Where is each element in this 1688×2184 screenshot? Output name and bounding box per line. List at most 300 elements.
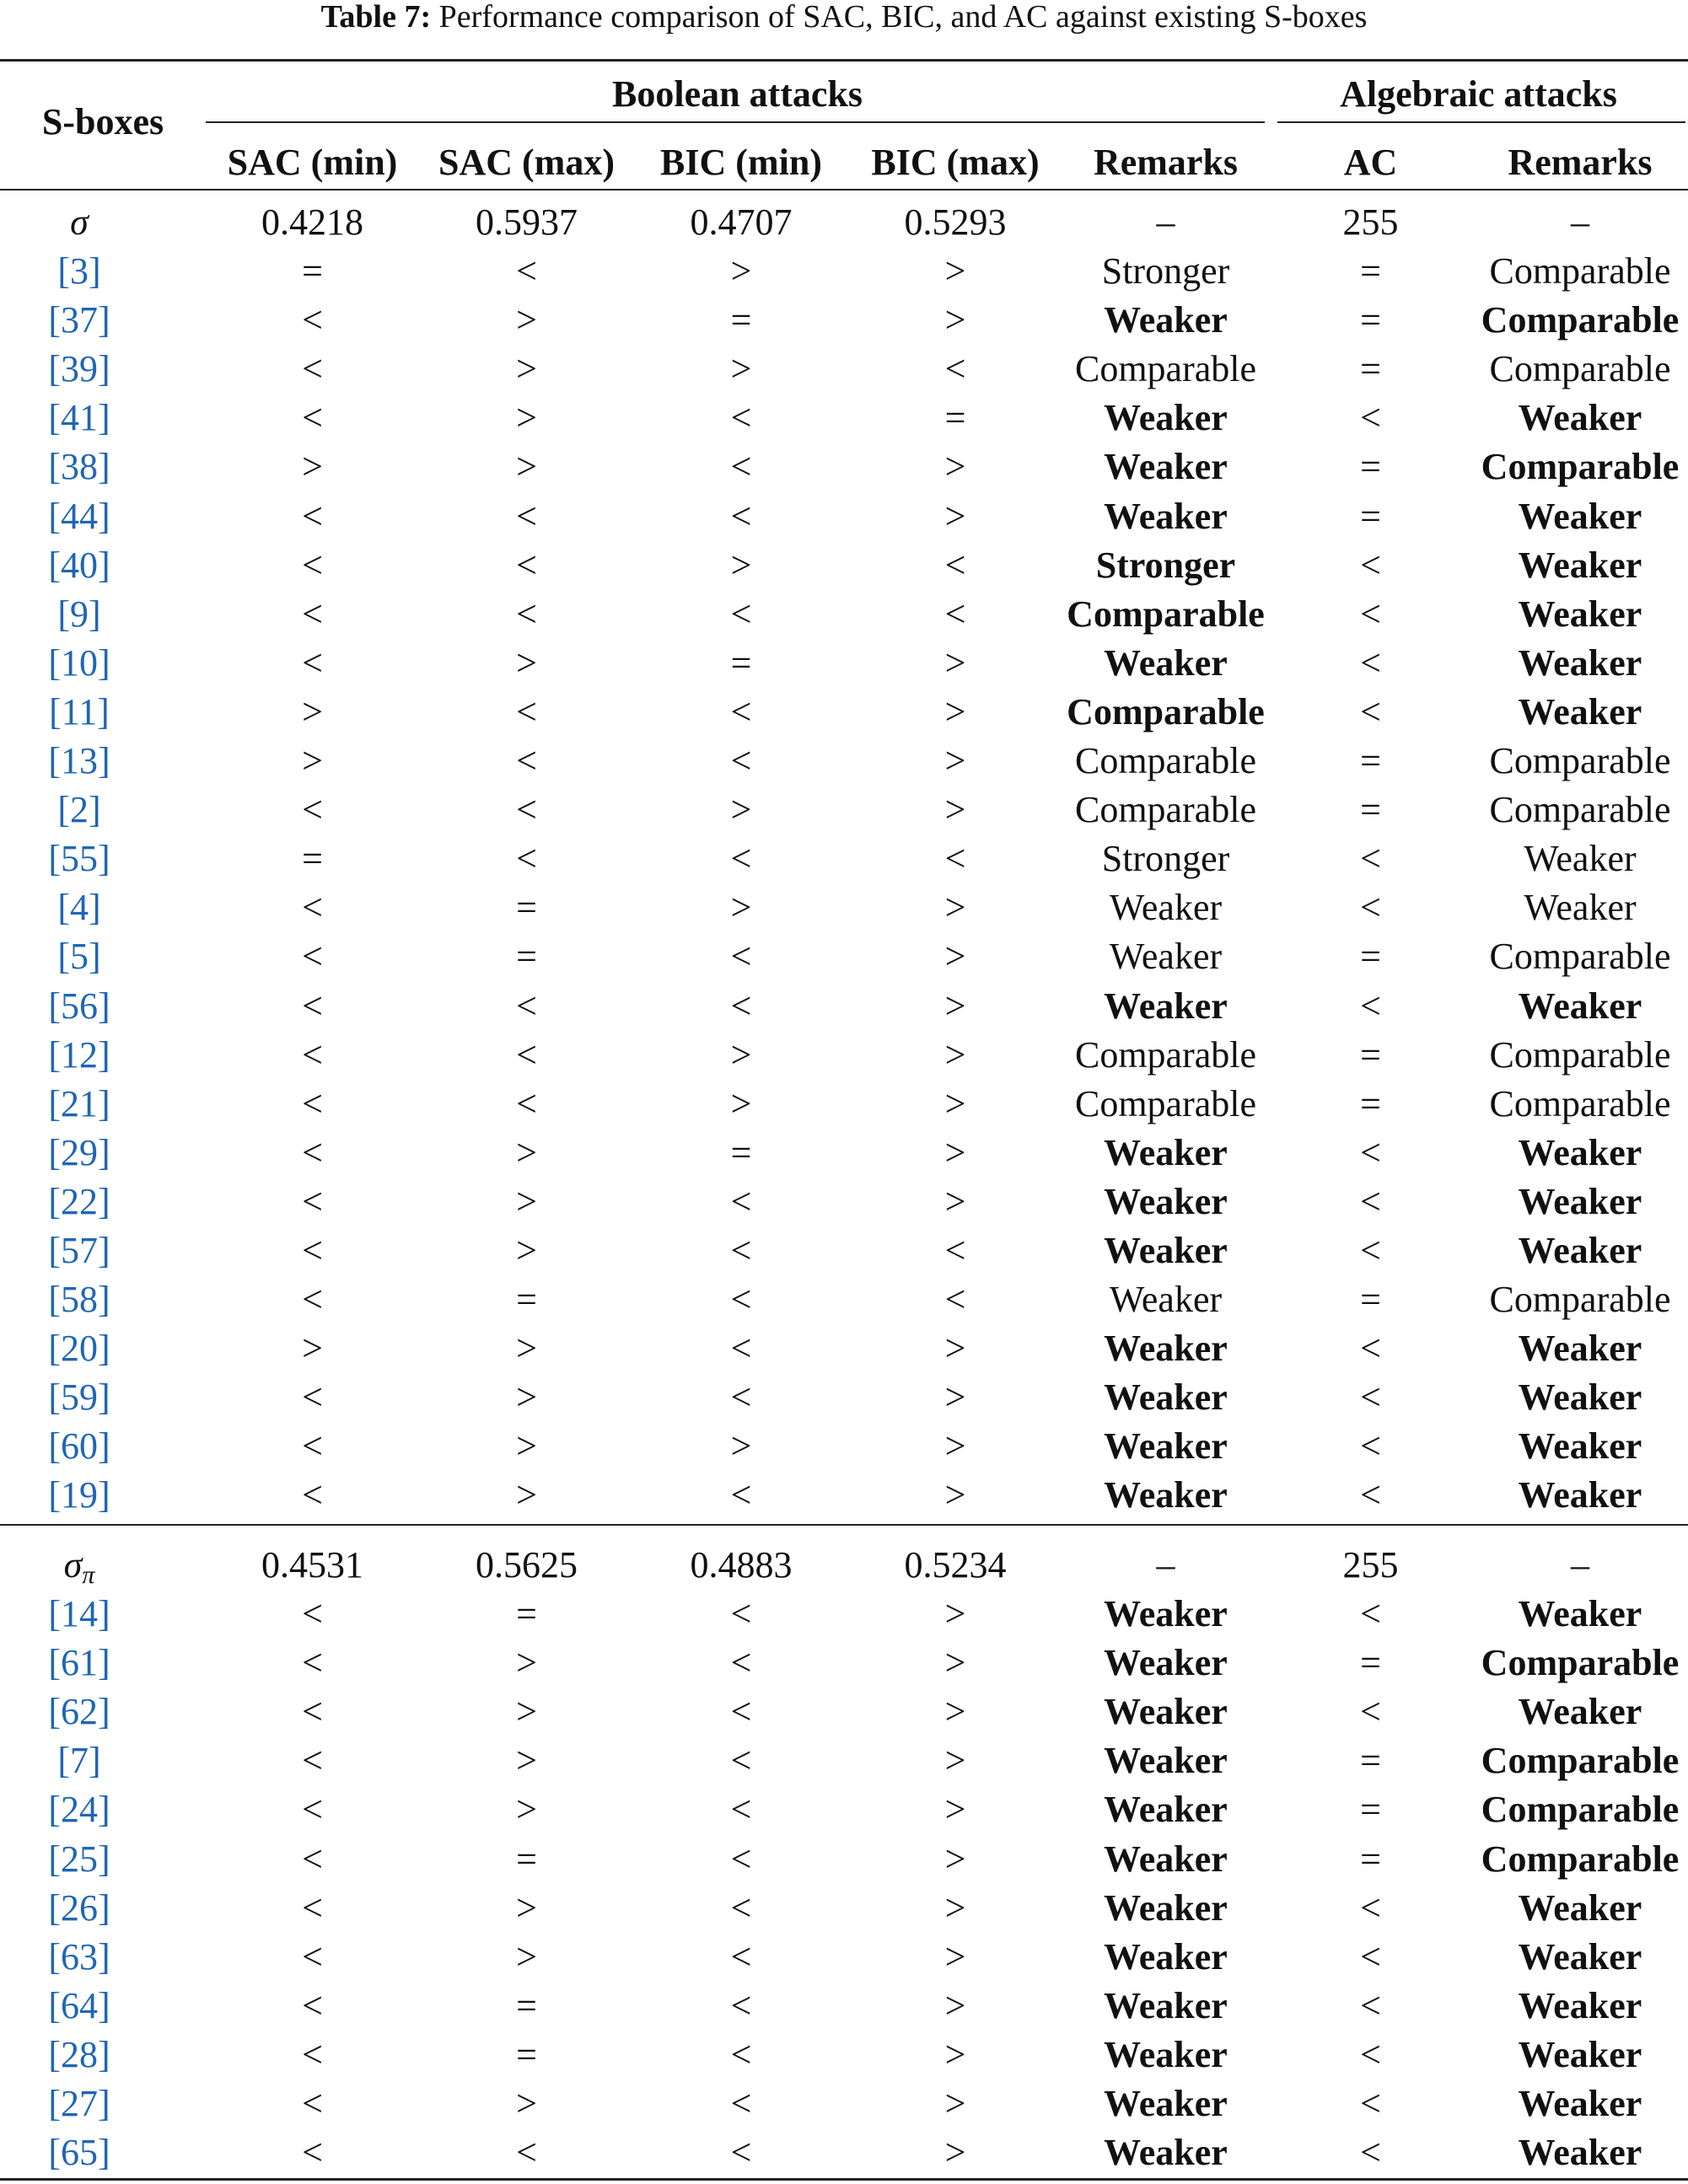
- bic-max-cell: =: [944, 397, 966, 439]
- citation-link[interactable]: [62]: [48, 1691, 110, 1733]
- citation-link[interactable]: [55]: [48, 838, 110, 880]
- bic-min-cell: <: [730, 1789, 752, 1831]
- boolean-remarks-cell: Comparable: [1074, 1082, 1257, 1124]
- bic-max-cell: <: [944, 593, 966, 635]
- boolean-remarks-cell: –: [1156, 1544, 1175, 1586]
- boolean-remarks-cell: Weaker: [1104, 1425, 1228, 1468]
- boolean-remarks-cell: Weaker: [1104, 397, 1228, 439]
- sac-max-cell: <: [516, 740, 537, 782]
- sac-max-cell: >: [516, 1180, 537, 1222]
- boolean-remarks-cell: Comparable: [1067, 593, 1265, 635]
- sac-max-cell: >: [516, 446, 537, 488]
- citation-link[interactable]: [13]: [48, 740, 110, 782]
- header-boolean-remarks: Remarks: [1093, 142, 1239, 183]
- bic-max-cell: >: [944, 495, 966, 537]
- citation-link[interactable]: [19]: [48, 1474, 110, 1516]
- sac-max-cell: <: [516, 690, 537, 732]
- bic-max-cell: >: [944, 887, 966, 929]
- header-algebraic-remarks: Remarks: [1508, 142, 1653, 183]
- algebraic-remarks-cell: Weaker: [1518, 1593, 1642, 1635]
- header-ac: AC: [1343, 142, 1398, 183]
- sac-min-cell: <: [302, 1474, 323, 1516]
- boolean-remarks-cell: Stronger: [1095, 544, 1236, 586]
- boolean-remarks-cell: –: [1156, 201, 1175, 243]
- sac-min-cell: <: [302, 936, 323, 978]
- sac-max-cell: >: [516, 1474, 537, 1516]
- sbox-symbol: σ: [63, 1544, 83, 1586]
- ac-cell: <: [1360, 1425, 1381, 1468]
- citation-link[interactable]: [44]: [48, 495, 110, 537]
- table-row: [0, 492, 1688, 541]
- row-label-cell: [0, 1785, 206, 1834]
- bic-min-cell: <: [730, 2132, 752, 2174]
- row-label-cell: [0, 737, 206, 786]
- bic-min-cell: <: [730, 1838, 752, 1880]
- ac-cell: <: [1360, 1593, 1381, 1635]
- row-label-cell: [0, 296, 206, 345]
- boolean-remarks-cell: Weaker: [1109, 1279, 1223, 1321]
- algebraic-remarks-cell: Weaker: [1518, 1376, 1642, 1419]
- row-label-cell: [0, 1639, 206, 1688]
- boolean-remarks-cell: Weaker: [1104, 1229, 1228, 1271]
- bic-max-cell: >: [944, 690, 966, 732]
- boolean-remarks-cell: Weaker: [1104, 1935, 1228, 1977]
- table-row: [0, 198, 1688, 247]
- header-sboxes: S-boxes: [41, 101, 164, 142]
- citation-link[interactable]: [7]: [57, 1740, 101, 1782]
- sac-min-cell: <: [302, 887, 323, 929]
- citation-link[interactable]: [21]: [48, 1082, 110, 1124]
- ac-cell: =: [1360, 348, 1381, 390]
- table-row: [0, 247, 1688, 296]
- algebraic-remarks-cell: Comparable: [1489, 348, 1671, 390]
- citation-link[interactable]: [39]: [48, 348, 110, 390]
- bic-min-cell: <: [730, 1935, 752, 1977]
- bic-min-cell: <: [730, 740, 752, 782]
- ac-cell: 255: [1342, 201, 1399, 243]
- algebraic-remarks-cell: Weaker: [1518, 397, 1642, 439]
- algebraic-remarks-cell: Weaker: [1518, 1131, 1642, 1173]
- table-row: [0, 443, 1688, 491]
- row-label-cell: [0, 1422, 206, 1471]
- citation-link[interactable]: [65]: [48, 2132, 110, 2174]
- row-label-cell: [0, 688, 206, 737]
- citation-link[interactable]: [57]: [48, 1229, 110, 1271]
- bic-max-cell: >: [944, 1474, 966, 1516]
- citation-link[interactable]: [58]: [48, 1279, 110, 1321]
- row-label-cell: [0, 1080, 206, 1129]
- sac-max-cell: =: [516, 1593, 537, 1635]
- row-label-cell: [0, 2128, 206, 2177]
- ac-cell: <: [1360, 1691, 1381, 1733]
- algebraic-remarks-cell: Weaker: [1518, 985, 1642, 1027]
- citation-link[interactable]: [29]: [48, 1131, 110, 1173]
- table-row: [0, 1736, 1688, 1785]
- sac-min-cell: 0.4218: [261, 201, 363, 243]
- bottom-rule: [0, 2178, 1688, 2181]
- header-sac-min: SAC (min): [227, 142, 398, 183]
- bic-max-cell: 0.5234: [904, 1544, 1007, 1586]
- bic-min-cell: =: [730, 299, 752, 341]
- bic-max-cell: >: [944, 641, 966, 684]
- bic-max-cell: >: [944, 1691, 966, 1733]
- sac-max-cell: =: [516, 887, 537, 929]
- sac-min-cell: <: [302, 1229, 323, 1271]
- bic-max-cell: >: [944, 740, 966, 782]
- row-label-cell: [0, 1275, 206, 1324]
- algebraic-remarks-cell: Weaker: [1518, 1328, 1642, 1370]
- citation-link[interactable]: [9]: [57, 593, 101, 635]
- boolean-remarks-cell: Weaker: [1104, 446, 1228, 488]
- algebraic-remarks-cell: Weaker: [1524, 887, 1637, 929]
- row-label-cell: [0, 345, 206, 394]
- sac-min-cell: <: [302, 348, 323, 390]
- table-row: [0, 2128, 1688, 2177]
- sac-min-cell: <: [302, 789, 323, 831]
- citation-link[interactable]: [41]: [48, 397, 110, 439]
- ac-cell: <: [1360, 1984, 1381, 2026]
- header-spacer: [0, 138, 206, 187]
- boolean-remarks-cell: Weaker: [1104, 1642, 1228, 1684]
- table-row: [0, 1785, 1688, 1834]
- citation-link[interactable]: [40]: [48, 544, 110, 586]
- row-label-cell: [0, 1031, 206, 1080]
- bic-min-cell: <: [730, 1279, 752, 1321]
- header-algebraic-attacks: Algebraic attacks: [1340, 73, 1617, 115]
- boolean-remarks-cell: Comparable: [1074, 1033, 1257, 1076]
- ac-cell: =: [1360, 299, 1381, 341]
- sbox-symbol-subscript: π: [82, 1561, 95, 1589]
- ac-cell: <: [1360, 1886, 1381, 1929]
- bic-max-cell: >: [944, 1789, 966, 1831]
- algebraic-remarks-cell: Weaker: [1518, 1886, 1642, 1929]
- row-label-cell: [0, 590, 206, 639]
- citation-link[interactable]: [26]: [48, 1886, 110, 1929]
- sac-max-cell: =: [516, 1279, 537, 1321]
- table-row: [0, 1933, 1688, 1982]
- algebraic-remarks-cell: Weaker: [1518, 1474, 1642, 1516]
- bic-min-cell: <: [730, 1642, 752, 1684]
- algebraic-remarks-cell: Weaker: [1518, 593, 1642, 635]
- algebraic-remarks-cell: Weaker: [1518, 1180, 1642, 1222]
- citation-link[interactable]: [28]: [48, 2033, 110, 2075]
- table-row: [0, 1639, 1688, 1688]
- algebraic-remarks-cell: –: [1571, 201, 1589, 243]
- table-row: [0, 1835, 1688, 1884]
- ac-cell: <: [1360, 1328, 1381, 1370]
- algebraic-remarks-cell: Weaker: [1518, 2033, 1642, 2075]
- citation-link[interactable]: [3]: [57, 250, 101, 292]
- bic-min-cell: =: [730, 1131, 752, 1173]
- sac-min-cell: <: [302, 1131, 323, 1173]
- sac-max-cell: >: [516, 1229, 537, 1271]
- bic-min-cell: >: [730, 1082, 752, 1124]
- row-label-cell: [0, 247, 206, 296]
- sac-min-cell: <: [302, 544, 323, 586]
- bic-max-cell: >: [944, 1935, 966, 1977]
- boolean-remarks-cell: Weaker: [1109, 936, 1223, 978]
- algebraic-remarks-cell: Comparable: [1489, 1279, 1671, 1321]
- ac-cell: <: [1360, 690, 1381, 732]
- bic-min-cell: 0.4883: [690, 1544, 793, 1586]
- bic-min-cell: 0.4707: [690, 201, 793, 243]
- citation-link[interactable]: [37]: [48, 299, 110, 341]
- algebraic-remarks-cell: Comparable: [1481, 1740, 1680, 1782]
- bic-max-cell: <: [944, 1229, 966, 1271]
- ac-cell: <: [1360, 2083, 1381, 2125]
- ac-cell: <: [1360, 1131, 1381, 1173]
- bic-max-cell: >: [944, 1376, 966, 1419]
- boolean-remarks-cell: Weaker: [1104, 985, 1228, 1027]
- citation-link[interactable]: [63]: [48, 1935, 110, 1977]
- ac-cell: <: [1360, 1180, 1381, 1222]
- row-label-cell: [0, 1324, 206, 1373]
- sac-max-cell: >: [516, 1740, 537, 1782]
- row-label-cell: [0, 443, 206, 491]
- citation-link[interactable]: [24]: [48, 1789, 110, 1831]
- ac-cell: <: [1360, 1474, 1381, 1516]
- boolean-remarks-cell: Stronger: [1101, 250, 1230, 292]
- algebraic-remarks-cell: Weaker: [1524, 838, 1637, 880]
- table-row: [0, 2031, 1688, 2079]
- top-rule: [0, 59, 1688, 62]
- boolean-remarks-cell: Weaker: [1104, 2083, 1228, 2125]
- row-label-cell: [0, 932, 206, 981]
- algebraic-remarks-cell: Weaker: [1518, 495, 1642, 537]
- boolean-remarks-cell: Weaker: [1109, 887, 1223, 929]
- sac-min-cell: <: [302, 1984, 323, 2026]
- bic-max-cell: >: [944, 985, 966, 1027]
- ac-cell: =: [1360, 250, 1381, 292]
- sac-min-cell: <: [302, 2132, 323, 2174]
- algebraic-remarks-cell: Weaker: [1518, 641, 1642, 684]
- ac-cell: <: [1360, 2132, 1381, 2174]
- bic-max-cell: <: [944, 348, 966, 390]
- row-label-cell: [0, 1590, 206, 1639]
- header-sac-max: SAC (max): [438, 142, 615, 183]
- ac-cell: =: [1360, 936, 1381, 978]
- bic-min-cell: =: [730, 641, 752, 684]
- sac-min-cell: <: [302, 1838, 323, 1880]
- ac-cell: =: [1360, 1642, 1381, 1684]
- bic-max-cell: >: [944, 1425, 966, 1468]
- sac-min-cell: <: [302, 495, 323, 537]
- sac-min-cell: <: [302, 1279, 323, 1321]
- sac-min-cell: <: [302, 593, 323, 635]
- bic-max-cell: <: [944, 1279, 966, 1321]
- algebraic-remarks-cell: –: [1571, 1544, 1589, 1586]
- bic-max-cell: 0.5293: [904, 201, 1007, 243]
- table-row: [0, 639, 1688, 688]
- bic-min-cell: >: [730, 887, 752, 929]
- bic-max-cell: >: [944, 2132, 966, 2174]
- sac-min-cell: <: [302, 1593, 323, 1635]
- sac-min-cell: <: [302, 641, 323, 684]
- boolean-remarks-cell: Weaker: [1104, 1740, 1228, 1782]
- boolean-remarks-cell: Weaker: [1104, 1131, 1228, 1173]
- sac-max-cell: =: [516, 936, 537, 978]
- bic-min-cell: >: [730, 789, 752, 831]
- bic-max-cell: >: [944, 1642, 966, 1684]
- ac-cell: =: [1360, 1838, 1381, 1880]
- table-row: [0, 345, 1688, 394]
- table-row: [0, 1129, 1688, 1178]
- algebraic-remarks-cell: Comparable: [1481, 446, 1680, 488]
- bic-max-cell: >: [944, 2083, 966, 2125]
- sac-min-cell: >: [302, 1328, 323, 1370]
- table-row: [0, 1373, 1688, 1422]
- row-label-cell: [0, 1884, 206, 1933]
- sac-max-cell: >: [516, 1886, 537, 1929]
- bic-min-cell: <: [730, 1229, 752, 1271]
- table-row: [0, 1688, 1688, 1736]
- boolean-remarks-cell: Comparable: [1067, 690, 1265, 732]
- table-body-sigma-pi: [0, 1541, 1688, 2177]
- algebraic-remarks-cell: Weaker: [1518, 1229, 1642, 1271]
- sac-min-cell: <: [302, 1935, 323, 1977]
- section-divider-rule: [0, 1524, 1688, 1526]
- citation-link[interactable]: [64]: [48, 1984, 110, 2026]
- ac-cell: <: [1360, 1376, 1381, 1419]
- citation-link[interactable]: [25]: [48, 1838, 110, 1880]
- header-bic-min: BIC (min): [660, 142, 822, 183]
- table-row: [0, 296, 1688, 345]
- table-body-sigma: [0, 198, 1688, 1521]
- bic-min-cell: <: [730, 838, 752, 880]
- sac-min-cell: <: [302, 1082, 323, 1124]
- bic-min-cell: >: [730, 348, 752, 390]
- sac-max-cell: <: [516, 593, 537, 635]
- sac-min-cell: <: [302, 2033, 323, 2075]
- citation-link[interactable]: [2]: [57, 789, 101, 831]
- sac-min-cell: =: [302, 838, 323, 880]
- bic-min-cell: <: [730, 1740, 752, 1782]
- algebraic-remarks-cell: Weaker: [1518, 2132, 1642, 2174]
- ac-cell: <: [1360, 1229, 1381, 1271]
- boolean-attacks-subrule: [206, 121, 1265, 123]
- bic-min-cell: <: [730, 1376, 752, 1419]
- bic-min-cell: <: [730, 397, 752, 439]
- sac-min-cell: >: [302, 690, 323, 732]
- citation-link[interactable]: [4]: [57, 887, 101, 929]
- sac-min-cell: <: [302, 1180, 323, 1222]
- row-label-cell: [0, 982, 206, 1031]
- ac-cell: =: [1360, 1082, 1381, 1124]
- citation-link[interactable]: [10]: [48, 641, 110, 684]
- sac-min-cell: <: [302, 1425, 323, 1468]
- ac-cell: =: [1360, 1033, 1381, 1076]
- citation-link[interactable]: [61]: [48, 1642, 110, 1684]
- sac-max-cell: <: [516, 544, 537, 586]
- boolean-remarks-cell: Comparable: [1074, 789, 1257, 831]
- row-label-cell: [0, 1471, 206, 1520]
- citation-link[interactable]: [38]: [48, 446, 110, 488]
- boolean-remarks-cell: Weaker: [1104, 1886, 1228, 1929]
- boolean-remarks-cell: Weaker: [1104, 1789, 1228, 1831]
- ac-cell: =: [1360, 740, 1381, 782]
- table-row: [0, 1982, 1688, 2031]
- bic-min-cell: <: [730, 446, 752, 488]
- bic-max-cell: >: [944, 2033, 966, 2075]
- table-row: [0, 786, 1688, 834]
- sac-min-cell: >: [302, 740, 323, 782]
- sac-min-cell: <: [302, 1740, 323, 1782]
- citation-link[interactable]: [27]: [48, 2083, 110, 2125]
- boolean-remarks-cell: Weaker: [1104, 1328, 1228, 1370]
- sac-min-cell: =: [302, 250, 323, 292]
- ac-cell: =: [1360, 1279, 1381, 1321]
- citation-link[interactable]: [12]: [48, 1033, 110, 1076]
- table-row: [0, 932, 1688, 981]
- table-row: [0, 688, 1688, 737]
- table-row: [0, 883, 1688, 932]
- bic-max-cell: <: [944, 838, 966, 880]
- citation-link[interactable]: [56]: [48, 985, 110, 1027]
- citation-link[interactable]: [14]: [48, 1593, 110, 1635]
- sac-max-cell: <: [516, 2132, 537, 2174]
- citation-link[interactable]: [59]: [48, 1376, 110, 1419]
- table-row: [0, 1422, 1688, 1471]
- algebraic-remarks-cell: Comparable: [1481, 1789, 1680, 1831]
- sac-max-cell: 0.5625: [476, 1544, 578, 1586]
- sac-max-cell: <: [516, 985, 537, 1027]
- algebraic-remarks-cell: Weaker: [1518, 1425, 1642, 1468]
- row-label-cell: [0, 198, 206, 247]
- boolean-remarks-cell: Weaker: [1104, 1593, 1228, 1635]
- bic-max-cell: >: [944, 1082, 966, 1124]
- bic-min-cell: <: [730, 1886, 752, 1929]
- algebraic-remarks-cell: Comparable: [1481, 299, 1680, 341]
- citation-link[interactable]: [60]: [48, 1425, 110, 1468]
- bic-min-cell: <: [730, 1328, 752, 1370]
- ac-cell: <: [1360, 985, 1381, 1027]
- sac-max-cell: >: [516, 2083, 537, 2125]
- bic-max-cell: >: [944, 936, 966, 978]
- boolean-remarks-cell: Comparable: [1074, 348, 1257, 390]
- sac-min-cell: <: [302, 1886, 323, 1929]
- sac-min-cell: <: [302, 1642, 323, 1684]
- ac-cell: <: [1360, 397, 1381, 439]
- bic-max-cell: >: [944, 1328, 966, 1370]
- row-label-cell: [0, 1835, 206, 1884]
- row-label-cell: [0, 1541, 206, 1590]
- table-row: [0, 1590, 1688, 1639]
- ac-cell: =: [1360, 1789, 1381, 1831]
- bic-max-cell: >: [944, 1886, 966, 1929]
- bic-min-cell: <: [730, 495, 752, 537]
- header-rule: [0, 189, 1688, 190]
- ac-cell: =: [1360, 1740, 1381, 1782]
- citation-link[interactable]: [20]: [48, 1328, 110, 1370]
- bic-min-cell: >: [730, 250, 752, 292]
- algebraic-remarks-cell: Weaker: [1518, 544, 1642, 586]
- algebraic-remarks-cell: Comparable: [1489, 789, 1671, 831]
- algebraic-remarks-cell: Comparable: [1489, 740, 1671, 782]
- algebraic-remarks-cell: Comparable: [1489, 1082, 1671, 1124]
- boolean-remarks-cell: Weaker: [1104, 1180, 1228, 1222]
- citation-link[interactable]: [11]: [49, 690, 110, 732]
- sac-max-cell: =: [516, 1984, 537, 2026]
- sac-max-cell: >: [516, 1935, 537, 1977]
- bic-max-cell: >: [944, 1740, 966, 1782]
- citation-link[interactable]: [22]: [48, 1180, 110, 1222]
- table-row: [0, 834, 1688, 883]
- citation-link[interactable]: [5]: [57, 936, 101, 978]
- bic-max-cell: >: [944, 446, 966, 488]
- sac-min-cell: <: [302, 397, 323, 439]
- algebraic-remarks-cell: Weaker: [1518, 690, 1642, 732]
- ac-cell: <: [1360, 838, 1381, 880]
